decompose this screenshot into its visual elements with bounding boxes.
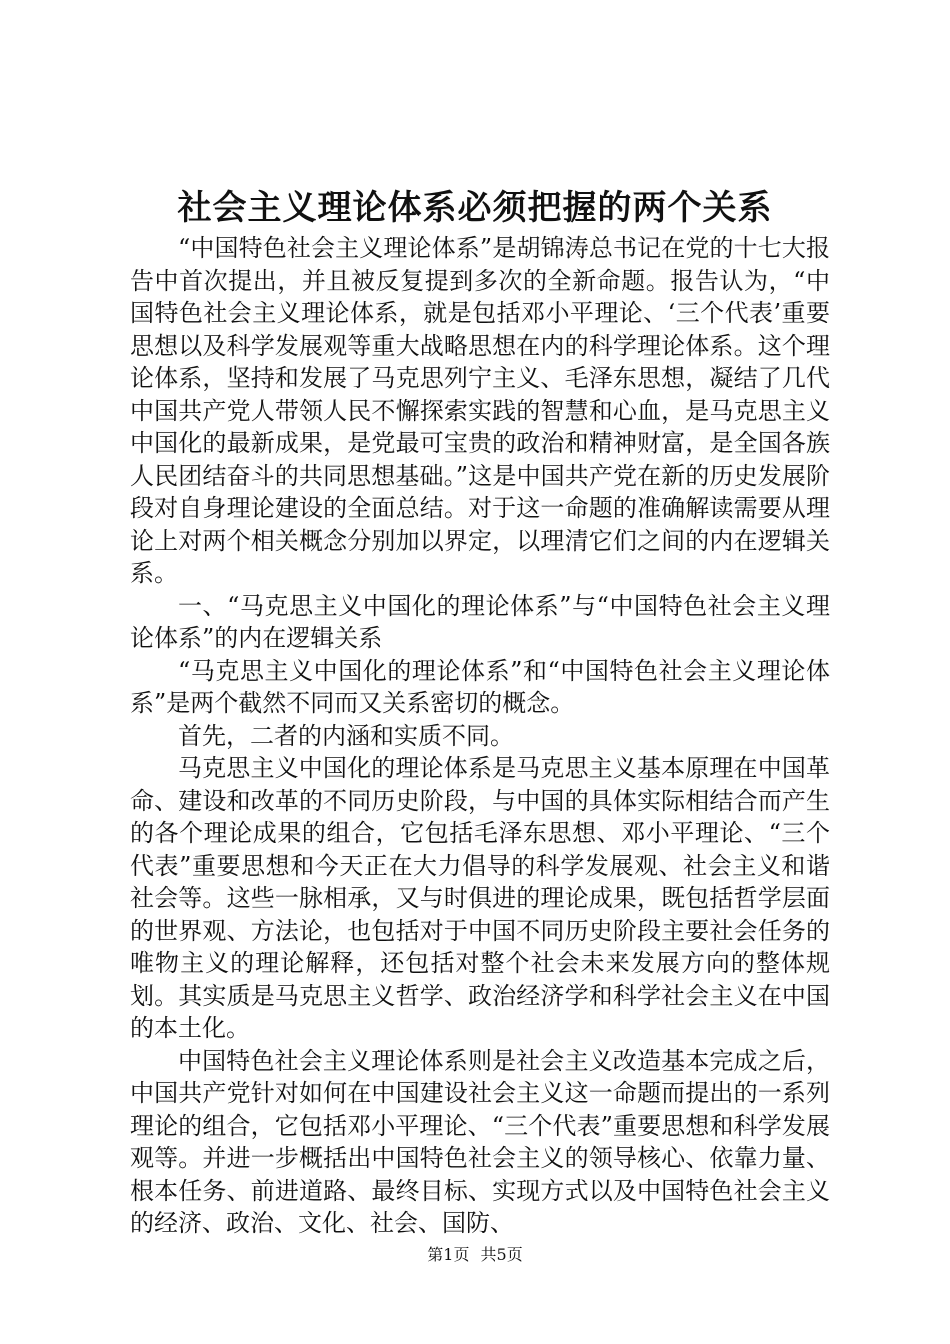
paragraph-marxism-sinicization: 马克思主义中国化的理论体系是马克思主义基本原理在中国革命、建设和改革的不同历史阶段，与中国的具体实际相结合而产生的各个理论成果的组合，它包括毛泽东思想、邓小平理论、“三个代表”重要思想和今天正在大力倡导的科学发展观、社会主义和谐社会等。这些一脉相承，又与时俱进的理论成果，既包括哲学层面的世界观、方法论，也包括对于中国不同历史阶段主要社会任务的唯物主义的理论解释，还包括对整个社会未来发展方向的整体规划。其实质是马克思主义哲学、政治经济学和科学社会主义在中国的本土化。 [130, 754, 830, 1042]
page-number: 第1页 [427, 1245, 470, 1264]
paragraph-concepts: “马克思主义中国化的理论体系”和“中国特色社会主义理论体系”是两个截然不同而又关系密切的概念。 [130, 656, 830, 717]
paragraph-socialism-characteristics: 中国特色社会主义理论体系则是社会主义改造基本完成之后，中国共产党针对如何在中国建设社会主义这一命题而提出的一系列理论的组合，它包括邓小平理论、“三个代表”重要思想和科学发展观等。并进一步概括出中国特色社会主义的领导核心、依靠力量、根本任务、前进道路、最终目标、实现方式以及中国特色社会主义的经济、政治、文化、社会、国防、 [130, 1046, 830, 1237]
document-title: 社会主义理论体系必须把握的两个关系 [177, 188, 773, 228]
paragraph-first-point: 首先，二者的内涵和实质不同。 [178, 721, 514, 750]
paragraph-intro: “中国特色社会主义理论体系”是胡锦涛总书记在党的十七大报告中首次提出，并且被反复提到多次的全新命题。报告认为，“中国特色社会主义理论体系，就是包括邓小平理论、‘三个代表’重要思想以及科学发展观等重大战略思想在内的科学理论体系。这个理论体系，坚持和发展了马克思列宁主义、毛泽东思想，凝结了几代中国共产党人带领人民不懈探索实践的智慧和心血，是马克思主义中国化的最新成果，是党最可宝贵的政治和精神财富，是全国各族人民团结奋斗的共同思想基础。”这是中国共产党在新的历史发展阶段对自身理论建设的全面总结。对于这一命题的准确解读需要从理论上对两个相关概念分别加以界定，以理清它们之间的内在逻辑关系。 [130, 234, 830, 587]
page-footer [0, 1244, 950, 1266]
page-total: 共5页 [480, 1245, 523, 1264]
document-body [130, 232, 830, 1240]
section-heading-one: 一、“马克思主义中国化的理论体系”与“中国特色社会主义理论体系”的内在逻辑关系 [130, 591, 830, 652]
